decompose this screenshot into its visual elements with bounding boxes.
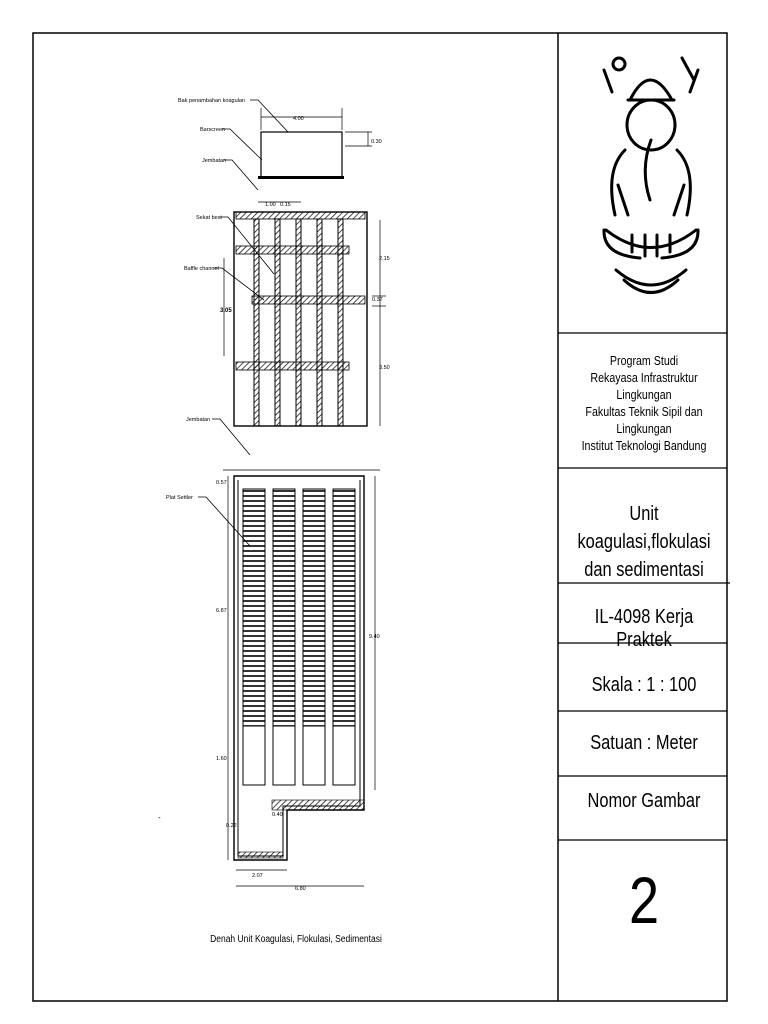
- course-code: IL-4098 Kerja Praktek: [594, 606, 694, 651]
- dept-line: Institut Teknologi Bandung: [581, 438, 707, 453]
- stray-mark: -: [158, 813, 161, 822]
- dim-total-width: 6.80: [295, 886, 306, 892]
- label-baffle: Baffle channel: [184, 266, 219, 272]
- dim-outlet: 0.22: [226, 823, 237, 829]
- label-jembatan-1: Jembatan: [202, 158, 227, 164]
- coagulation-basin: [258, 108, 372, 202]
- dept-line: Rekayasa Infrastruktur Lingkungan: [590, 370, 698, 402]
- drawing-title: [573, 500, 714, 584]
- dim-gap: 0.15: [280, 202, 291, 208]
- dim-floc-r1: 2.15: [379, 256, 390, 262]
- label-sekat: Sekat besi: [196, 215, 222, 221]
- label-plat: Plat Settler: [166, 495, 193, 501]
- dim-sed-total: 9.40: [369, 634, 380, 640]
- dept-line: Program Studi: [609, 353, 679, 368]
- dim-top-width: 4.00: [293, 116, 304, 122]
- itb-logo: [604, 58, 698, 293]
- dim-floc-r2: 0.37: [372, 297, 383, 303]
- dim-sed-mid: 6.87: [216, 608, 227, 614]
- label-jembatan-2: Jembatan: [186, 417, 211, 423]
- dim-bridge-w: 1.00: [265, 202, 276, 208]
- drawing-number: 2: [628, 863, 660, 937]
- sedimentation-basin: [223, 470, 380, 886]
- scale-text: Skala : 1 : 100: [591, 674, 697, 696]
- drawing-caption: Denah Unit Koagulasi, Flokulasi, Sedimentasi: [210, 933, 382, 945]
- label-barscreen: Barscreen: [200, 127, 226, 133]
- label-bak: Bak penambahan koagulan: [178, 98, 245, 104]
- barscreen: [258, 176, 344, 179]
- dim-floc-r3: 3.50: [379, 365, 390, 371]
- dept-line: Fakultas Teknik Sipil dan Lingkungan: [585, 404, 703, 436]
- title-line-2: dan sedimentasi: [584, 559, 704, 581]
- unit-text: Satuan : Meter: [590, 732, 698, 754]
- dim-top-height: 0.30: [371, 139, 382, 145]
- dim-bottom-width: 2.07: [252, 873, 263, 879]
- flocculation-basin: [224, 212, 386, 426]
- dept-block: [573, 352, 714, 454]
- dim-outlet-2: 0.40: [272, 812, 283, 818]
- dim-sed-top: 0.57: [216, 480, 227, 486]
- dim-floc-left: 3.05: [220, 308, 232, 314]
- title-line-1: Unit koagulasi,flokulasi: [577, 503, 711, 553]
- dim-sed-bottom: 1.60: [216, 756, 227, 762]
- drawing-number-label: Nomor Gambar: [587, 790, 701, 812]
